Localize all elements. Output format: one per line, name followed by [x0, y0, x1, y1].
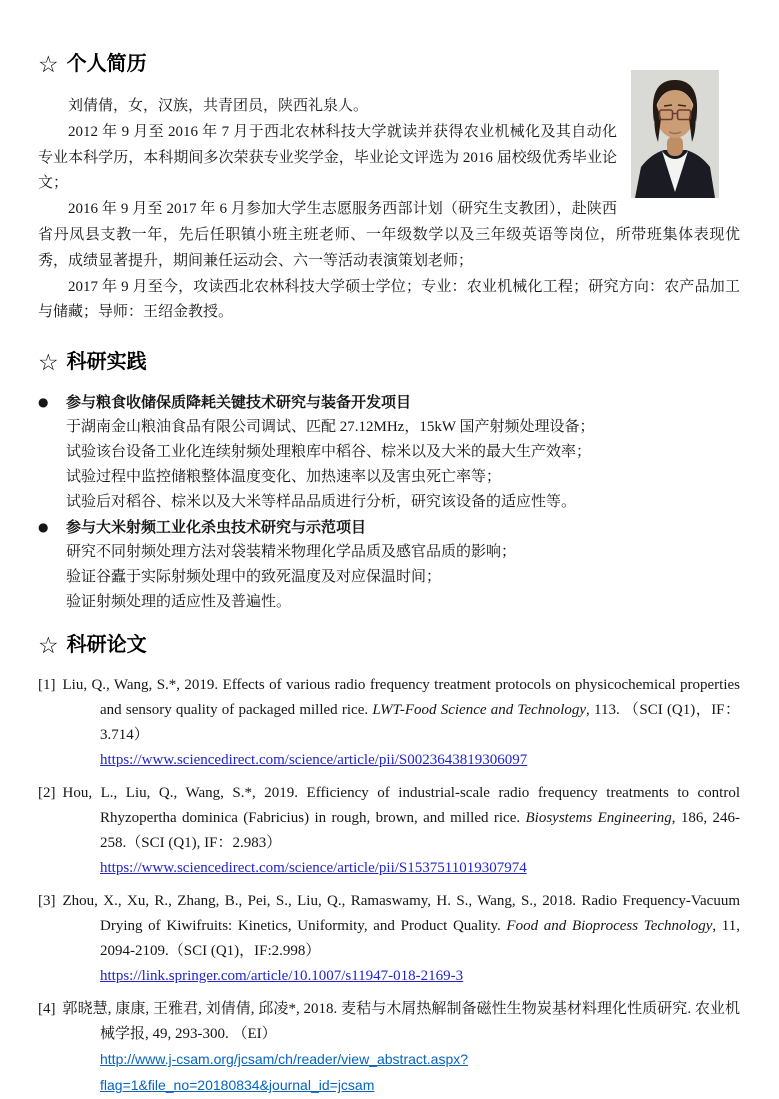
star-icon: ☆ [38, 51, 59, 77]
portrait-photo [631, 70, 719, 198]
citation-3 [38, 889, 740, 989]
citation-4-body: 郭晓慧, 康康, 王雅君, 刘倩倩, 邱凌*, 2018. 麦秸与木屑热解制备磁性生物炭基材料理化性质研究. 农业机械学报, 49, 293-300. （EI） [62, 1001, 740, 1043]
profile-paragraph-1: 刘倩倩，女，汉族，共青团员，陕西礼泉人。 [68, 98, 369, 114]
citation-list [38, 673, 740, 1099]
citation-2-ref: [2] [38, 785, 56, 802]
project-1-item-3: 试验过程中监控储粮整体温度变化、加热速率以及害虫死亡率等； [66, 469, 502, 486]
citation-1-tail: , 113. （SCI (Q1)，IF：3.714） [100, 702, 740, 744]
section-practice [38, 348, 740, 615]
citation-1-body: Liu, Q., Wang, S.*, 2019. Effects of various radio frequency treatment protocols on physicochemical properties and sensory quality of packaged milled rice. [62, 677, 740, 719]
citation-4 [38, 997, 740, 1099]
citation-3-body: Zhou, X., Xu, R., Zhang, B., Pei, S., Liu, Q., Ramaswamy, H. S., Wang, S., 2018. Radio Frequency-Vacuum Drying of Kiwifruits: Kinetics, Uniformity, and Product Quality. [62, 893, 740, 935]
project-2-item-1: 研究不同射频处理方法对袋装精米物理化学品质及感官品质的影响； [66, 544, 517, 561]
citation-1-link-row [100, 748, 740, 773]
profile-heading-label: 个人简历 [66, 53, 147, 75]
profile-body [38, 94, 740, 326]
section-profile [38, 50, 740, 326]
project-1-item-2: 试验该台设备工业化连续射频处理粮库中稻谷、棕米以及大米的最大生产效率； [66, 444, 592, 461]
citation-2 [38, 781, 740, 881]
citation-2-body: Hou, L., Liu, Q., Wang, S.*, 2019. Efficiency of industrial-scale radio frequency treatments to control Rhyzopertha dominica (Fabricius) in rough, brown, and milled rice. [62, 785, 740, 827]
citation-3-journal: Food and Bioprocess Technology [506, 918, 713, 935]
papers-heading [38, 631, 740, 659]
citation-2-link-row [100, 856, 740, 881]
citation-1-ref: [1] [38, 677, 56, 694]
project-1 [38, 390, 740, 515]
resume-page [0, 50, 779, 1099]
project-2-item-2: 验证谷蠹于实际射频处理中的致死温度及对应保温时间； [66, 569, 442, 586]
practice-heading-label: 科研实践 [66, 351, 147, 374]
profile-paragraph-4: 2017 年 9 月至今，攻读西北农林科技大学硕士学位；专业：农业机械化工程；研究方向：农产品加工与储藏；导师：王绍金教授。 [38, 278, 740, 321]
citation-2-tail: , 186, 246-258.（SCI (Q1), IF：2.983） [100, 810, 740, 852]
citation-3-ref: [3] [38, 893, 56, 910]
star-icon: ☆ [38, 632, 59, 659]
profile-paragraph-3: 2016 年 9 月至 2017 年 6 月参加大学生志愿服务西部计划（研究生支教团），赴陕西省丹凤县支教一年，先后任职镇小班主班老师、一年级数学以及三年级英语等岗位，所带班集体表现优秀，成绩显著提升，期间兼任运动会、六一等活动表演策划老师； [38, 201, 740, 269]
citation-2-text [38, 781, 740, 856]
citation-4-link[interactable]: http://www.j-csam.org/jcsam/ch/reader/view_abstract.aspx?flag=1&file_no=20180834&journal_id=jcsam [100, 1051, 469, 1094]
citation-2-link[interactable]: https://www.sciencedirect.com/science/article/pii/S1537511019307974 [100, 860, 527, 877]
citation-4-link-row [100, 1047, 740, 1099]
project-1-item-1: 于湖南金山粮油食品有限公司调试、匹配 27.12MHz，15kW 国产射频处理设备； [66, 419, 595, 436]
project-1-item-4: 试验后对稻谷、棕米以及大米等样品品质进行分析，研究该设备的适应性等。 [66, 494, 577, 511]
project-1-title: 参与粮食收储保质降耗关键技术研究与装备开发项目 [66, 394, 412, 412]
citation-1-link[interactable]: https://www.sciencedirect.com/science/article/pii/S0023643819306097 [100, 752, 528, 769]
citation-1-journal: LWT-Food Science and Technology [372, 702, 587, 719]
citation-1 [38, 673, 740, 773]
practice-heading [38, 348, 740, 376]
project-2 [38, 515, 740, 615]
citation-3-link[interactable]: https://link.springer.com/article/10.1007/s11947-018-2169-3 [100, 968, 464, 985]
project-1-title-row [38, 390, 740, 415]
project-1-items [38, 415, 740, 515]
citation-3-link-row [100, 964, 740, 989]
profile-paragraph-2: 2012 年 9 月至 2016 年 7 月于西北农林科技大学就读并获得农业机械化及其自动化专业本科学历，本科期间多次荣获专业奖学金，毕业论文评选为 2016 届校级优秀毕业论文； [38, 123, 617, 192]
citation-4-ref: [4] [38, 1001, 56, 1018]
papers-heading-label: 科研论文 [66, 634, 147, 657]
project-list [38, 390, 740, 615]
star-icon: ☆ [38, 349, 59, 376]
project-2-items [38, 540, 740, 615]
section-papers [38, 631, 740, 1099]
citation-3-text [38, 889, 740, 964]
project-2-title: 参与大米射频工业化杀虫技术研究与示范项目 [66, 519, 367, 537]
citation-3-tail: , 11, 2094-2109.（SCI (Q1)，IF:2.998） [100, 918, 740, 960]
bullet-icon: ● [38, 395, 49, 410]
project-2-item-3: 验证射频处理的适应性及普遍性。 [66, 594, 292, 611]
bullet-icon: ● [38, 520, 49, 535]
citation-1-text [38, 673, 740, 748]
citation-2-journal: Biosystems Engineering [525, 810, 672, 827]
project-2-title-row [38, 515, 740, 540]
